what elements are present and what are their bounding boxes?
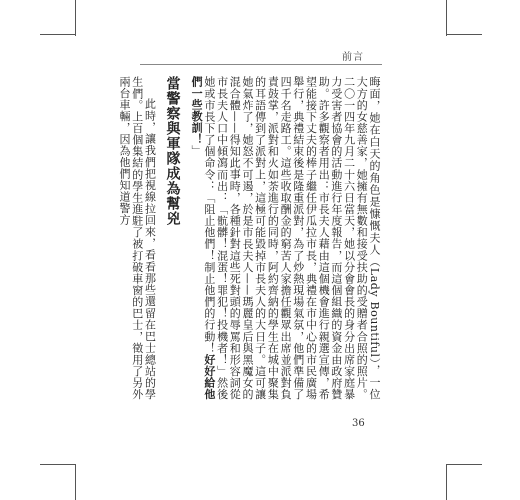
- section-heading: 當警察與軍隊成為幫兇: [164, 76, 181, 226]
- paragraph-text: 此時，讓我們把視線拉回來，看看那些還留在巴士總站的學生們。上百個集結的學生進駐了被打破車窗的巴士，徵用了另外兩台車輛，因為他們知道警方: [118, 76, 157, 400]
- header-rule: [140, 64, 382, 65]
- crop-mark: [40, 464, 76, 465]
- crop-mark: [446, 464, 482, 465]
- page-number: 36: [352, 418, 365, 429]
- crop-mark: [40, 34, 76, 35]
- crop-mark: [446, 0, 447, 36]
- running-header: 前言: [342, 52, 364, 63]
- paragraph-text-end: 」: [190, 145, 204, 157]
- crop-mark: [75, 464, 76, 500]
- paragraph-text: 晦面，她在白天的角色是慷慨夫人（Lady Bountiful），一位大方的女慈善家，她擁有無數和接受扶助的受贈者合照的照片。二〇一四年九月二十六日當天，她以分會會長的身分出席家庭暴力受害者協會的活動進行年度報告，而這個組織的資金由政府贊助。許多觀察者用出：市長夫人藉由這個機會進行親選宣傳，希望能接下丈夫的棒子繼任伊瓜拉市長，典禮在市中心的市民廣場舉行，典禮結束後是隆重派對，為了炒熱現場氣氛，他們準備了四千名走路工。這些收取酬金的窮苦人家擔任觀眾出席並派對負責鼓掌，派對和火如荼進行的同時，阿約齊納的學生在城中聚集的耳語傳到了派對上，這極可能毀掉市長夫人的大日子。這可讓她氣炸了，她怒不可遏，於是市長夫人——瑪麗皇后與黑魔女的混合體——得知此事時，各種針對這些死對頭的辱罵和形容詞從市長夫人口中傾瀉而出：「骯髒！混蛋！罪犯！投機者！」然後她或市長下了個命令：「阻止他們！制止他們的行動！: [202, 76, 381, 400]
- crop-mark: [446, 464, 447, 500]
- paragraph: [117, 76, 155, 400]
- paragraph: [189, 76, 380, 400]
- vertical-body-text: [118, 76, 381, 401]
- crop-mark: [75, 0, 76, 36]
- crop-mark: [446, 34, 482, 35]
- paragraph-bold-text: 好好給他們一些教訓！: [190, 76, 216, 401]
